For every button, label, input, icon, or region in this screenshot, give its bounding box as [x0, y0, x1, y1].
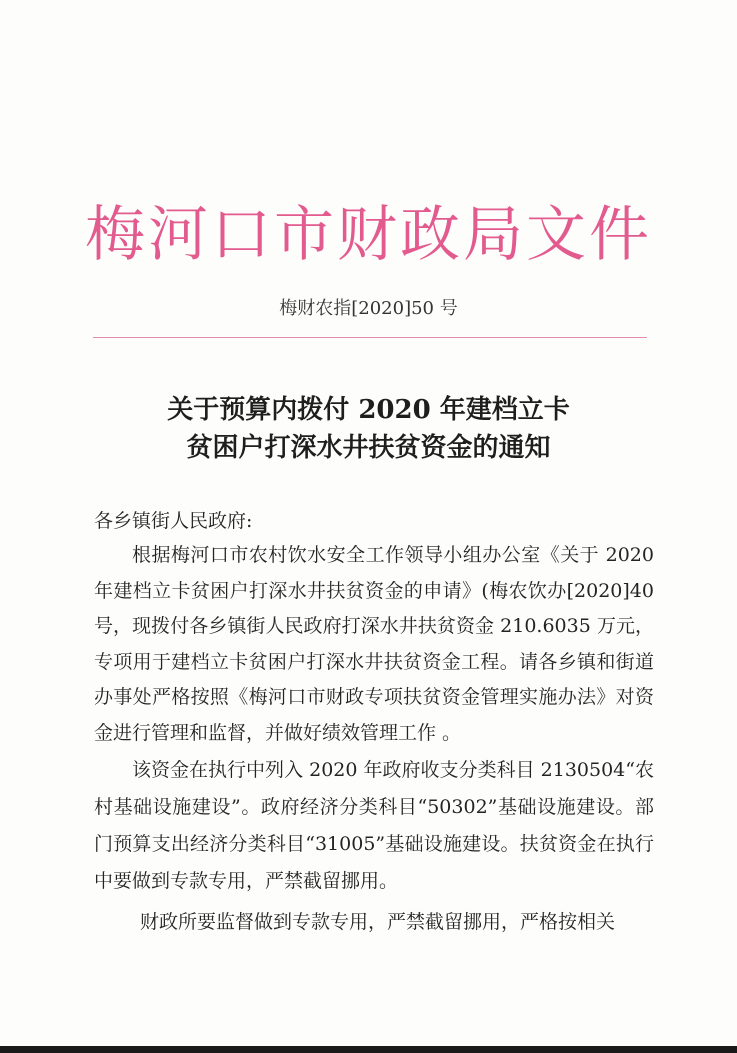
document-number: 梅财农指[2020]50 号	[279, 298, 458, 319]
body-paragraph-3: 财政所要监督做到专款专用，严禁截留挪用，严格按相关	[140, 911, 616, 933]
header-divider	[93, 337, 647, 338]
document-header-title: 梅河口市财政局文件	[85, 200, 652, 270]
body-paragraph-2: 该资金在执行中列入 2020 年政府收支分类科目 2130504“农村基础设施建设”。政府经济分类科目“50302”基础设施建设。部门预算支出经济分类科目“31005”基础设施建设。扶贫资金在执行中要做到专款专用，严禁截留挪用。	[94, 759, 654, 892]
notice-title	[0, 391, 737, 467]
body-paragraph-1: 根据梅河口市农村饮水安全工作领导小组办公室《关于 2020 年建档立卡贫困户打深水井扶贫资金的申请》(梅农饮办[2020]40 号，现拨付各乡镇街人民政府打深水井扶贫资金 210.6035 万元，专项用于建档立卡贫困户打深水井扶贫资金工程。请各乡镇和街道办事处严格按照《梅河口市财政专项扶贫资金管理实施办法》对资金进行管理和监督，并做好绩效管理工作 。	[94, 544, 654, 744]
scan-bottom-edge	[0, 1046, 737, 1053]
salutation: 各乡镇街人民政府:	[94, 510, 253, 532]
notice-title-line-2: 贫困户打深水井扶贫资金的通知	[186, 433, 551, 463]
notice-title-line-1: 关于预算内拨付 2020 年建档立卡	[167, 395, 570, 425]
